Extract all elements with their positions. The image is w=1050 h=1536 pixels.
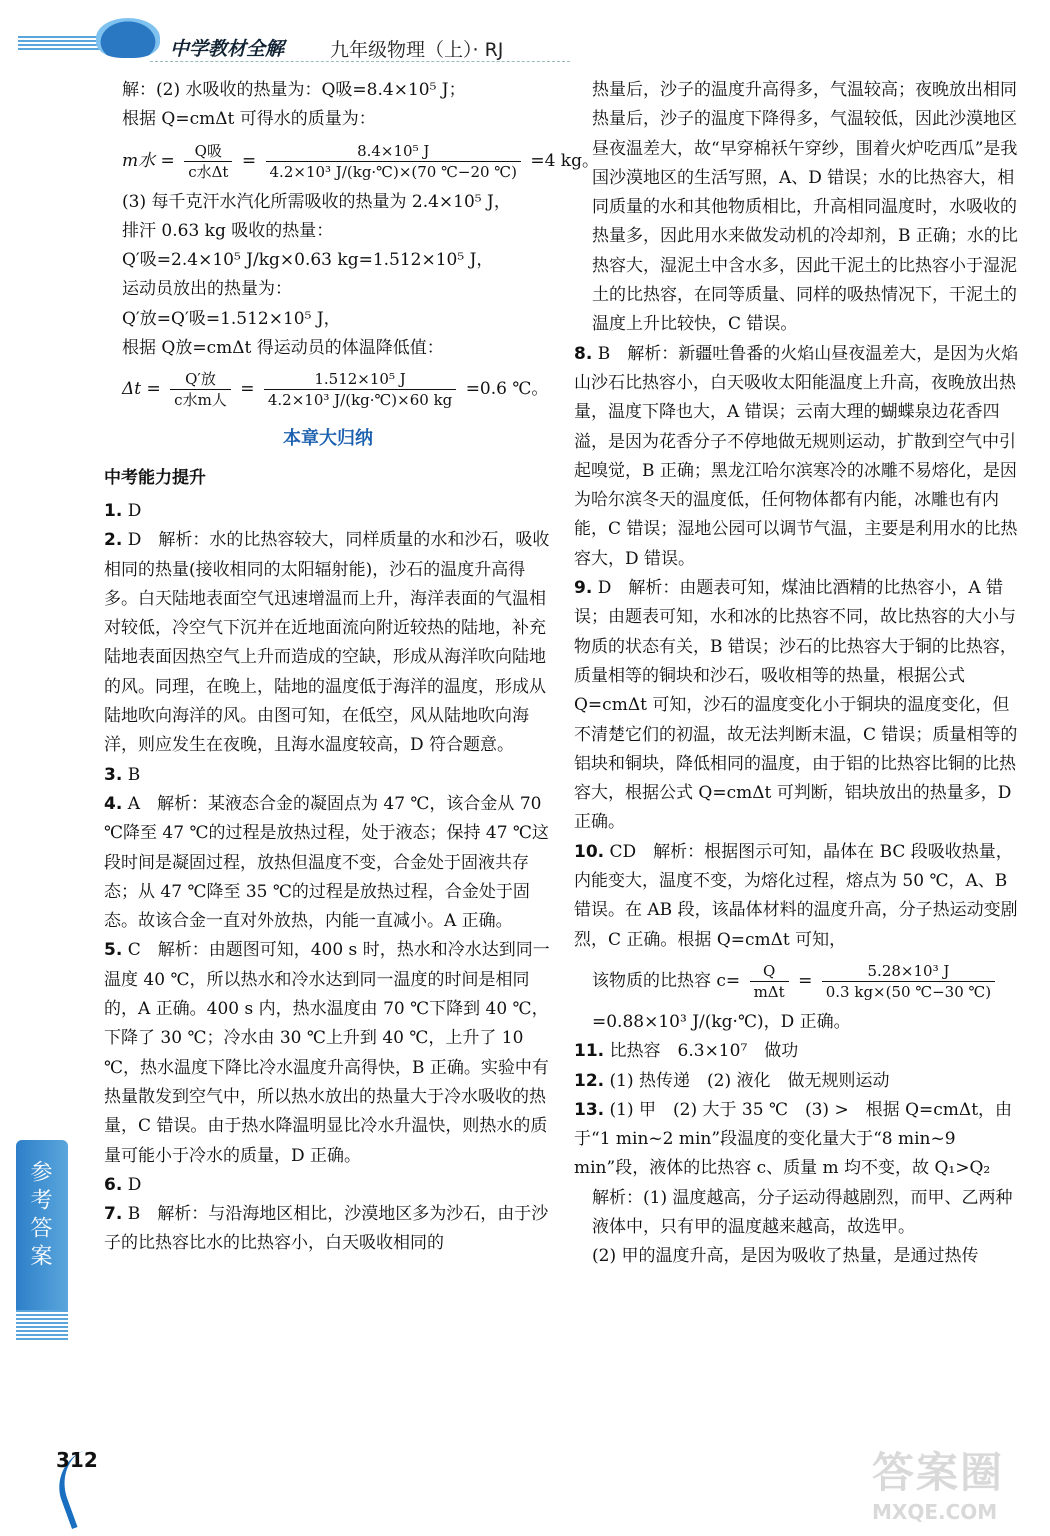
answer-item: 13. (1) 甲 (2) 大于 35 ℃ (3) > 根据 Q=cmΔt，由于“1 min~2 min”段温度的变化量大于“8 min~9 min”段，液体的比热容 c、质量 m 均不变，故 Q₁>Q₂ bbox=[574, 1099, 1013, 1179]
answer-item: 12. (1) 热传递 (2) 液化 做无规则运动 bbox=[574, 1070, 890, 1091]
fraction: $\frac{Q}{\text{mΔt}}$ bbox=[750, 961, 789, 1002]
answer-item: 9. D 解析：由题表可知，煤油比酒精的比热容小，A 错误；由题表可知，水和冰的比热容不同，故比热容的大小与物质的状态有关，B 错误；沙石的比热容大于铜的比热容，质量相等的铜块和沙石，吸收相等的热量，根据公式 Q=cmΔt 可知，沙石的温度变化小于铜块的温度变化，但不清楚它们的初温，故无法判断末温，C 错误；质量相等的铝块和铜块，降低相同的温度，由于铝的比热容比铜的比热容大，根据公式 Q=cmΔt 可判断，铝块放出的热量多，D 正确。 bbox=[574, 578, 1018, 833]
book-subtitle: 九年级物理（上）· RJ bbox=[330, 39, 504, 61]
answer-item: 2. D 解析：水的比热容较大，同样质量的水和沙石，吸收相同的热量(接收相同的太阳辐射能)，沙石的温度升高得多。白天陆地表面空气迅速增温而上升，海洋表面的气温相对较低，冷空气下沉并在近地面流向附近较热的陆地，补充陆地表面因热空气上升而造成的空缺，形成从海洋吹向陆地的风。同理，在晚上，陆地的温度低于海洋的温度，形成从陆地吹向海洋的风。由图可知，在低空，风从陆地吹向海洋，则应发生在夜晚，且海水温度较高，D 符合题意。 bbox=[104, 530, 550, 756]
answer-item: 11. 比热容 6.3×10⁷ 做功 bbox=[574, 1041, 799, 1062]
fraction: $\frac{\text{Q′放}}{\text{c水m人}}$ bbox=[170, 369, 231, 410]
answer-item: 7. B 解析：与沿海地区相比，沙漠地区多为沙石，由于沙子的比热容比水的比热容小，白天吸收相同的 bbox=[104, 1204, 549, 1254]
analysis-line: (2) 甲的温度升高，是因为吸收了热量，是通过热传 bbox=[592, 1246, 979, 1267]
solution-3-line: 运动员放出的热量为： bbox=[122, 279, 292, 300]
answer-item: 5. C 解析：由题图可知，400 s 时，热水和冷水达到同一温度 40 ℃，所以热水和冷水达到同一温度的时间是相同的，A 正确。400 s 内，热水温度由 70 ℃下降到 40 ℃，下降了 30 ℃；冷水由 30 ℃上升到 40 ℃，上升了 10 ℃，热水温度下降比冷水温度升高得快，B 正确。实验中有热量散发到空气中，所以热水放出的热量大于冷水吸收的热量，C 错误。由于热水降温明显比冷水升温快，则热水的质量可能小于冷水的质量，D 正确。 bbox=[104, 940, 550, 1166]
answer-key-tab-label: 参考答案 bbox=[27, 1160, 52, 1272]
page-header bbox=[0, 0, 1050, 60]
solution-3-line: Q′放=Q′吸=1.512×10⁵ J， bbox=[122, 308, 341, 329]
book-title: 中学教材全解 bbox=[170, 38, 285, 60]
watermark bbox=[872, 1440, 1032, 1524]
answer-item: 4. A 解析：某液态合金的凝固点为 47 ℃，该合金从 70 ℃降至 47 ℃的过程是放热过程，处于液态；保持 47 ℃这段时间是凝固过程，放热但温度不变，合金处于固液共存态；从 47 ℃降至 35 ℃的过程是放热过程，合金处于固态。故该合金一直对外放热，内能一直减小。A 正确。 bbox=[104, 793, 549, 932]
subsection-heading: 中考能力提升 bbox=[104, 467, 206, 488]
fraction: $\frac{\text{1.512×10⁵ J}}{\text{4.2×10³ J/(kg·℃)×60 kg}}$ bbox=[264, 369, 456, 410]
equation-specific-heat: 该物质的比热容 c= $\frac{Q}{\text{mΔt}}$ = $\frac{\text{5.28×10³ J}}{0.3 kg\times(50 ℃-30 ℃)}$ bbox=[574, 961, 1026, 1002]
answer-item: 3. B bbox=[104, 764, 141, 785]
book-logo-icon bbox=[96, 18, 160, 58]
header-stripes bbox=[18, 36, 108, 50]
answer-item: 6. D bbox=[104, 1174, 142, 1195]
equation-temperature-drop: Δt = $\frac{\text{Q′放}}{\text{c水m人}}$ = $\frac{\text{1.512×10⁵ J}}{\text{4.2×10³ J/(kg·℃)×60 kg}}$ =0.6 ℃。 bbox=[122, 370, 549, 410]
side-stripes bbox=[16, 1310, 68, 1340]
answer-continuation: 热量后，沙子的温度升高得多，气温较高；夜晚放出相同热量后，沙子的温度下降得多，气温较低，因此沙漠地区昼夜温差大，故“早穿棉袄午穿纱，围着火炉吃西瓜”是我国沙漠地区的生活写照，A、D 错误；水的比热容大，相同质量的水和其他物质相比，升高相同温度时，水吸收的热量多，因此用水来做发动机的冷却剂，B 正确；水的比热容大，湿泥土中含水多，因此干泥土的比热容小于湿泥土的比热容，在同等质量、同样的吸热情况下，干泥土的温度上升比较快，C 错误。 bbox=[592, 80, 1018, 335]
answer-item: 10. CD 解析：根据图示可知，晶体在 BC 段吸收热量，内能变大，温度不变，为熔化过程，熔点为 50 ℃，A、B 错误。在 AB 段，该晶体材料的温度升高，分子热运动变剧烈，C 正确。根据 Q=cmΔt 可知， bbox=[574, 841, 1018, 950]
page-number: 312 bbox=[56, 1448, 98, 1472]
analysis-line: 解析：(1) 温度越高，分子运动得越剧烈，而甲、乙两种液体中，只有甲的温度越来越高，故选甲。 bbox=[592, 1187, 1013, 1237]
watermark-url: MXQE.COM bbox=[872, 1500, 998, 1524]
watermark-text: 答案圈 bbox=[872, 1448, 1005, 1497]
solution-3-line: Q′吸=2.4×10⁵ J/kg×0.63 kg=1.512×10⁵ J， bbox=[122, 250, 494, 271]
equation-water-mass: m水 = $\frac{\text{Q吸}}{\text{c水Δt}}$ = $\frac{\text{8.4×10⁵ J}}{\text{4.2×10³ J/(kg·℃)×(70 ℃−20 ℃)}}$ =4 kg。 bbox=[122, 141, 599, 181]
section-title: 本章大归纳 bbox=[283, 428, 373, 450]
solution-3-line: 根据 Q放=cmΔt 得运动员的体温降低值： bbox=[122, 338, 444, 359]
solution-3-line: (3) 每千克汗水汽化所需吸收的热量为 2.4×10⁵ J， bbox=[122, 191, 511, 212]
solution-2-line: 根据 Q=cmΔt 可得水的质量为： bbox=[122, 109, 376, 130]
solution-2-line: 解：(2) 水吸收的热量为：Q吸=8.4×10⁵ J； bbox=[122, 80, 466, 100]
header-divider bbox=[150, 61, 570, 62]
solution-3-line: 排汗 0.63 kg 吸收的热量： bbox=[122, 220, 334, 241]
right-column bbox=[574, 76, 1026, 1272]
left-column bbox=[104, 76, 599, 1259]
answer-item: 8. B 解析：新疆吐鲁番的火焰山昼夜温差大，是因为火焰山沙石比热容小，白天吸收太阳能温度上升高，夜晚放出热量，温度下降也大，A 错误；云南大理的蝴蝶泉边花香四溢，是因为花香分子不停地做无规则运动，扩散到空气中引起嗅觉，B 正确；黑龙江哈尔滨寒冷的冰雕不易熔化，是因为哈尔滨冬天的温度低，任何物体都有内能，冰雕也有内能，C 错误；湿地公园可以调节气温，主要是利用水的比热容大，D 错误。 bbox=[574, 343, 1019, 569]
answer-line: =0.88×10³ J/(kg·℃)，D 正确。 bbox=[592, 1011, 851, 1032]
answer-item: 1. D bbox=[104, 500, 142, 521]
answer-key-tab bbox=[16, 1140, 68, 1310]
fraction: $\frac{\text{8.4×10⁵ J}}{\text{4.2×10³ J/(kg·℃)×(70 ℃−20 ℃)}}$ bbox=[266, 141, 521, 182]
fraction: $\frac{\text{5.28×10³ J}}{0.3 kg\times(50 ℃-30 ℃)}$ bbox=[822, 961, 995, 1002]
fraction: $\frac{\text{Q吸}}{\text{c水Δt}}$ bbox=[184, 141, 232, 182]
